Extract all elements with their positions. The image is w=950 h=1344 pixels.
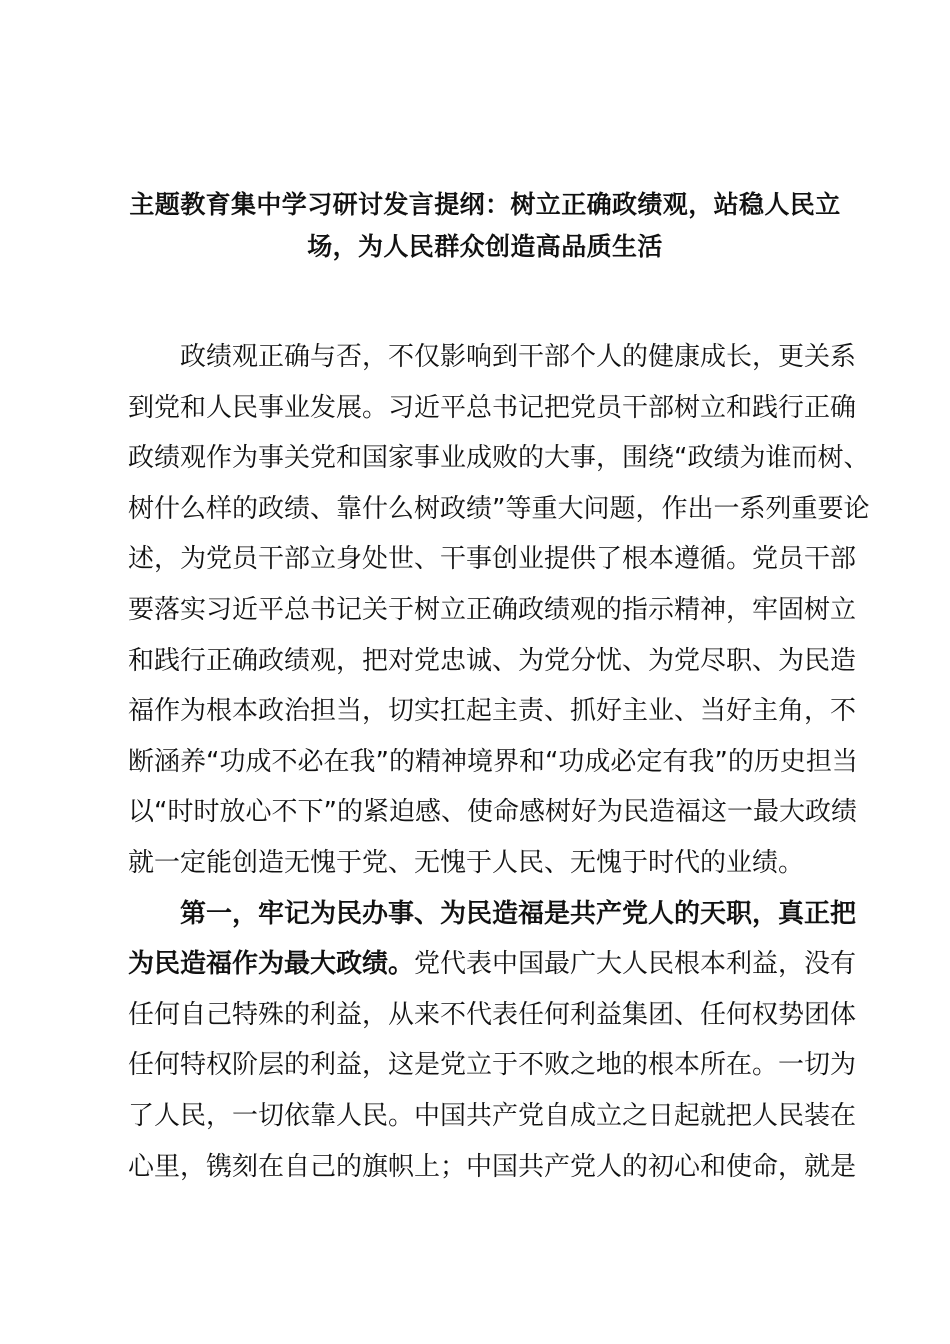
paragraph-line: [128, 939, 868, 990]
paragraph-heading-line: 第一，牢记为民办事、为民造福是共产党人的天职，真正把: [180, 898, 857, 929]
paragraph-2: [128, 889, 868, 1193]
paragraph-line: 任何自己特殊的利益，从来不代表任何利益集团、任何权势团体: [128, 999, 857, 1030]
paragraph-line: 任何特权阶层的利益，这是党立于不败之地的根本所在。一切为: [128, 1050, 857, 1081]
paragraph-line: 以“时时放心不下”的紧迫感、使命感树好为民造福这一最大政绩: [128, 797, 857, 828]
paragraph-line: 和践行正确政绩观，把对党忠诚、为党分忧、为党尽职、为民造: [128, 645, 857, 676]
paragraph-line: 树什么样的政绩、靠什么树政绩”等重大问题，作出一系列重要论: [128, 493, 870, 524]
paragraph-heading-text: 为民造福作为最大政绩。: [128, 949, 415, 980]
document-title: [120, 184, 850, 268]
paragraph-line: 到党和人民事业发展。习近平总书记把党员干部树立和践行正确: [128, 392, 857, 423]
paragraph-line: 政绩观作为事关党和国家事业成败的大事，围绕“政绩为谁而树、: [128, 443, 870, 474]
paragraph-line: 了人民，一切依靠人民。中国共产党自成立之日起就把人民装在: [128, 1100, 857, 1131]
paragraph-line: 断涵养“功成不必在我”的精神境界和“功成必定有我”的历史担当: [128, 746, 858, 777]
paragraph-line: 心里，镌刻在自己的旗帜上；中国共产党人的初心和使命，就是: [128, 1151, 857, 1182]
paragraph-line: 要落实习近平总书记关于树立正确政绩观的指示精神，牢固树立: [128, 594, 857, 625]
document-body: [128, 332, 868, 1192]
paragraph-line: 述，为党员干部立身处世、干事创业提供了根本遵循。党员干部: [128, 544, 857, 575]
paragraph-line: 政绩观正确与否，不仅影响到干部个人的健康成长，更关系: [180, 342, 857, 372]
paragraph-line: 就一定能创造无愧于党、无愧于人民、无愧于时代的业绩。: [128, 847, 805, 878]
paragraph-body-text: 党代表中国最广大人民根本利益，没有: [414, 949, 857, 980]
paragraph-1: [128, 332, 868, 889]
title-line: 场，为人民群众创造高品质生活: [307, 232, 663, 261]
title-line: 主题教育集中学习研讨发言提纲：树立正确政绩观，站稳人民立: [129, 190, 841, 219]
paragraph-line: 福作为根本政治担当，切实扛起主责、抓好主业、当好主角，不: [128, 696, 857, 727]
